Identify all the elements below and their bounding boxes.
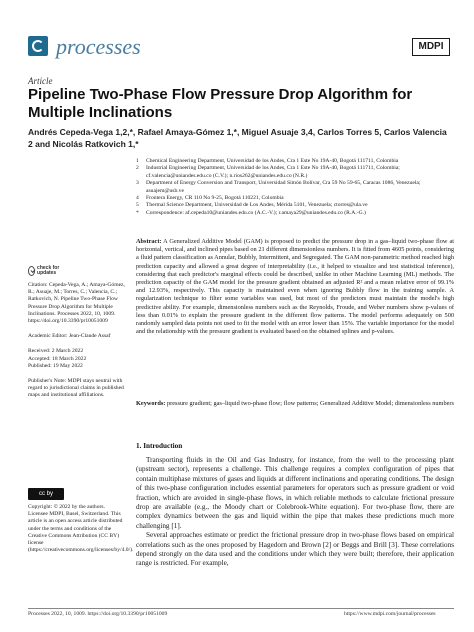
author-list: Andrés Cepeda-Vega 1,2,*, Rafael Amaya-Gómez 1,*, Miguel Asuaje 3,4, Carlos Torres 5, Carlos Valencia 2 and Nicolás Ratkovich 1,* <box>28 127 447 149</box>
received-date: Received: 2 March 2022 <box>28 348 84 355</box>
affiliation-item <box>136 180 454 195</box>
paragraph: Transporting fluids in the Oil and Gas Industry, for instance, from the well to the processing plant (upstream sector), represents a challenge. This challenge requires a complex configuration of pipes that contain multiphase mixtures of gases and liquids at different inclinations and operating conditions. The design of this two-phase configuration includes essential parameters for operators such as pressure gradient or void fraction, which are avoided in single-phase flows, in which reliable methods to calculate frictional pressure drop are available (e.g., the Moody chart or Colebrook-White equation). For two-phase flow, there are complex dynamics between the gas and liquid within the pipe that makes these predictions much more challenging [1]. <box>136 456 454 530</box>
citation-text: Citation: Cepeda-Vega, A.; Amaya-Gómez, R.; Asuaje, M.; Torres, C.; Valencia, C.; Ratkovich, N. Pipeline Two-Phase Flow Pressure Drop Algorithm for Multiple Inclinations. Processes 2022, 10, 1009. https://doi.org/10.3390/pr10051009 <box>28 282 125 325</box>
mdpi-logo: MDPI <box>412 38 450 56</box>
affiliation-text: Frontera Energy, CR 110 No 9-25, Bogotá 110221, Colombia <box>146 195 284 202</box>
footer-journal-link[interactable]: https://www.mdpi.com/journal/processes <box>344 611 436 617</box>
check-icon <box>28 266 35 276</box>
academic-editor: Academic Editor: Jean-Claude Assaf <box>28 333 111 340</box>
journal-logo-icon <box>28 36 48 56</box>
keywords-text: pressure gradient; gas–liquid two-phase flow; flow patterns; Generalized Additive Model; dimensionless numbers <box>166 400 454 407</box>
affiliation-item <box>136 210 454 217</box>
affiliations <box>136 158 454 217</box>
abstract <box>136 238 454 336</box>
affiliation-number: 2 <box>136 165 139 172</box>
check-updates-label: check for updates <box>37 264 60 276</box>
affiliation-number: 3 <box>136 180 139 187</box>
footer-citation: Processes 2022, 10, 1009. https://doi.org/10.3390/pr10051009 <box>28 611 168 617</box>
affiliation-number: 4 <box>136 195 139 202</box>
affiliation-number: * <box>136 209 139 216</box>
paragraph: Several approaches estimate or predict the frictional pressure drop in two-phase flows based on empirical correlations such as the ones proposed by Hagedorn and Brown [2] or Beggs and Brill [3]. These correlations depend strongly on the data used and the conditions under which they were built; therefore, their application range is restricted. For example, <box>136 531 454 568</box>
affiliation-text: Correspondence: af.cepeda10@uniandes.edu.co (A.C.-V.); r.amaya29@uniandes.edu.co (R.A.-G.) <box>146 209 366 216</box>
journal-name: processes <box>56 34 141 59</box>
affiliation-text: Chemical Engineering Department, Universidad de los Andes, Cra 1 Este No 19A-40, Bogotá 111711, Colombia <box>146 158 399 164</box>
check-for-updates-button[interactable] <box>28 264 64 278</box>
affiliation-number: 5 <box>136 202 139 209</box>
abstract-text: A Generalized Additive Model (GAM) is proposed to predict the pressure drop in a gas–liquid two-phase flow at horizontal, vertical, and inclined pipes based on 21 different dimensionless numbers. It is fitted from 4605 points, considering a fluid pattern classification as Annular, Bubbly, Intermittent, and Segregated. The GAM non-parametric method reached high prediction capacity and allowed a great degree of interpretability (i.e., it helped to visualize and test statistical inference), considering that each predictor's marginal effects could be described, unlike in other Machine Learning (ML) methods. The prediction capacity of the GAM model for the pressure gradient obtained an adjusted R² and a mean relative error of 99.1% and 12.93%, respectively. This capacity is maintained even when ignoring Bubbly flow in the training sample. A regularization technique to filter some variables was used, but most of the predictors must maintain the model's high predictive ability. For example, dimensionless numbers such as the Reynolds, Froude, and Weber numbers show p-values of less than 0.01% to explain the pressure gradient in the different flow patterns. The model performs adequately on 500 randomly sampled data points not used to fit the model with an error lower than 15%. The variable importance for the model and the relationship with the pressure gradient is evaluated based on the obtained splines and p-values. <box>136 238 454 336</box>
affiliation-item <box>136 195 454 202</box>
section-heading: 1. Introduction <box>136 442 183 450</box>
copyright-text: Copyright: © 2022 by the authors. Licensee MDPI, Basel, Switzerland. This article is an open access article distributed under the terms and conditions of the Creative Commons Attribution (CC BY) license (https://creativecommons.org/licenses/by/4.0/). <box>28 504 134 554</box>
affiliation-item <box>136 165 454 180</box>
accepted-date: Accepted: 18 March 2022 <box>28 355 87 362</box>
keywords-label: Keywords: <box>136 400 166 407</box>
affiliation-item <box>136 158 454 165</box>
published-date: Published: 19 May 2022 <box>28 362 83 369</box>
introduction-body <box>136 456 454 569</box>
cc-license-badge[interactable]: cc by <box>28 488 64 500</box>
paper-title: Pipeline Two-Phase Flow Pressure Drop Algorithm for Multiple Inclinations <box>28 86 413 121</box>
keywords <box>136 400 454 408</box>
publisher-note: Publisher's Note: MDPI stays neutral with regard to jurisdictional claims in published maps and institutional affiliations. <box>28 378 124 399</box>
affiliation-item <box>136 202 454 209</box>
footer-divider <box>28 608 454 609</box>
citation-block <box>28 282 126 400</box>
affiliation-text: Department of Energy Conversion and Transport, Universidad Simón Bolívar, Cra 59 No 59-65, Caracas 1086, Venezuela; asuajem@usb.ve <box>146 180 421 194</box>
article-type: Article <box>28 76 53 86</box>
affiliation-text: Thermal Science Department, Universidad de Los Andes, Mérida 5101, Venezuela; ctorres@ula.ve <box>146 202 368 209</box>
abstract-label: Abstract: <box>136 238 162 245</box>
affiliation-text: Industrial Engineering Department, Universidad de los Andes, Cra 1 Este No 19A-40, Bogotá 111711, Colombia; cf.valencia@uniandes.edu.co (C.V.); n.rios262@uniandes.edu.co (N.R.) <box>146 165 400 179</box>
affiliation-number: 1 <box>136 158 139 164</box>
